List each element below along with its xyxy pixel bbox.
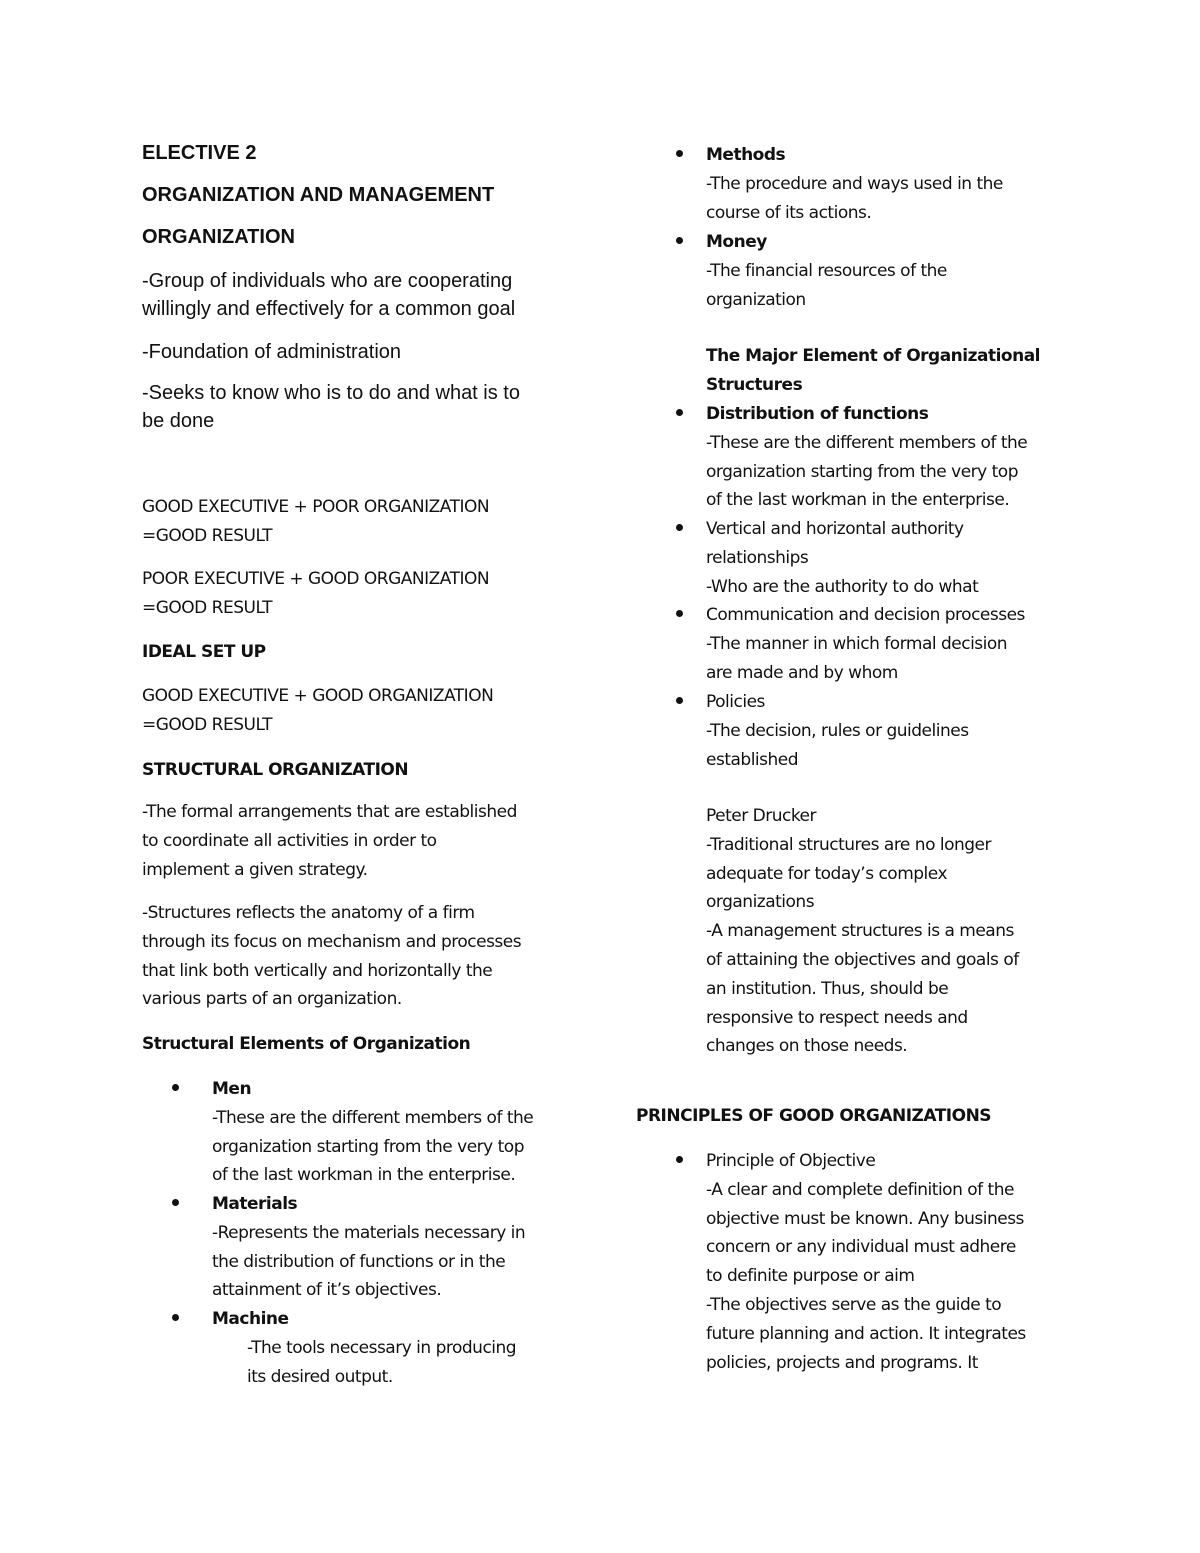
formula-1 — [142, 493, 489, 551]
text-line: established — [706, 749, 799, 770]
text-line: changes on those needs. — [706, 1036, 908, 1057]
list-item-label: Men — [212, 1079, 252, 1099]
bullet-icon — [172, 1199, 179, 1206]
structural-organization-heading: STRUCTURAL ORGANIZATION — [142, 760, 409, 780]
text-line: Structures — [706, 374, 803, 395]
text-line: are made and by whom — [706, 662, 898, 683]
bullet-icon — [172, 1084, 179, 1091]
text-line: the distribution of functions or in the — [212, 1251, 506, 1272]
text-line: -The financial resources of the — [706, 260, 947, 281]
list-item-label: Vertical and horizontal authority — [706, 519, 964, 539]
text-line: organization starting from the very top — [212, 1136, 524, 1157]
text-line: through its focus on mechanism and processes — [142, 931, 522, 952]
formula-3 — [142, 682, 493, 740]
text-line: adequate for today’s complex — [706, 863, 947, 884]
text-line: =GOOD RESULT — [142, 525, 272, 546]
text-line: relationships — [706, 547, 809, 568]
text-line: of the last workman in the enterprise. — [706, 490, 1010, 511]
text-line: The Major Element of Organizational — [706, 346, 1041, 366]
text-line: -Group of individuals who are cooperating — [142, 270, 513, 292]
text-line: policies, projects and programs. It — [706, 1352, 978, 1373]
text-line: -The objectives serve as the guide to — [706, 1294, 1002, 1315]
bullet-icon — [676, 150, 683, 157]
structural-paragraph-1 — [142, 798, 517, 884]
structural-elements-heading: Structural Elements of Organization — [142, 1034, 471, 1054]
text-line: various parts of an organization. — [142, 989, 402, 1010]
bullet-icon — [676, 697, 683, 704]
list-item-label: Principle of Objective — [706, 1151, 876, 1171]
text-line: -Traditional structures are no longer — [706, 834, 992, 855]
list-item-label: Methods — [706, 145, 786, 165]
seeks-paragraph — [142, 379, 520, 435]
text-line: that link both vertically and horizontally the — [142, 960, 493, 981]
author-name: Peter Drucker — [706, 806, 817, 826]
text-line: responsive to respect needs and — [706, 1007, 968, 1028]
text-line: GOOD EXECUTIVE + POOR ORGANIZATION — [142, 497, 490, 517]
text-line: willingly and effectively for a common goal — [142, 298, 516, 320]
text-line: future planning and action. It integrates — [706, 1323, 1026, 1344]
list-item-label: Distribution of functions — [706, 404, 929, 424]
text-line: -These are the different members of the — [706, 432, 1028, 453]
text-line: =GOOD RESULT — [142, 714, 272, 735]
text-line: organization — [706, 289, 806, 310]
text-line: objective must be known. Any business — [706, 1208, 1024, 1229]
text-line: its desired output. — [247, 1366, 393, 1387]
text-line: organization starting from the very top — [706, 461, 1018, 482]
text-line: -The manner in which formal decision — [706, 633, 1008, 654]
bullet-icon — [676, 237, 683, 244]
bullet-icon — [676, 409, 683, 416]
structural-paragraph-2 — [142, 899, 521, 1014]
text-line: to definite purpose or aim — [706, 1266, 915, 1287]
list-item-label: Policies — [706, 692, 765, 712]
bullet-icon — [676, 524, 683, 531]
text-line: -Structures reflects the anatomy of a firm — [142, 903, 475, 923]
list-item-label: Money — [706, 232, 767, 252]
bullet-icon — [676, 610, 683, 617]
foundation-line: -Foundation of administration — [142, 341, 402, 363]
text-line: an institution. Thus, should be — [706, 978, 949, 999]
text-line: -The tools necessary in producing — [247, 1337, 517, 1358]
text-line: -Represents the materials necessary in — [212, 1222, 526, 1243]
text-line: course of its actions. — [706, 202, 872, 223]
organization-definition — [142, 267, 515, 323]
text-line: -These are the different members of the — [212, 1107, 534, 1128]
document-subtitle: ORGANIZATION AND MANAGEMENT — [142, 184, 495, 206]
text-line: -Seeks to know who is to do and what is to — [142, 382, 520, 404]
list-item-label: Machine — [212, 1309, 289, 1329]
text-line: -The procedure and ways used in the — [706, 173, 1003, 194]
text-line: POOR EXECUTIVE + GOOD ORGANIZATION — [142, 569, 490, 589]
document-title: ELECTIVE 2 — [142, 142, 257, 164]
text-line: attainment of it’s objectives. — [212, 1280, 442, 1301]
text-line: -The decision, rules or guidelines — [706, 720, 969, 741]
list-item-label: Materials — [212, 1194, 298, 1214]
major-element-heading — [706, 342, 1040, 400]
text-line: organizations — [706, 892, 815, 913]
list-item-label: Communication and decision processes — [706, 605, 1025, 625]
text-line: to coordinate all activities in order to — [142, 830, 437, 851]
formula-2 — [142, 565, 489, 623]
text-line: of the last workman in the enterprise. — [212, 1165, 516, 1186]
principles-heading: PRINCIPLES OF GOOD ORGANIZATIONS — [636, 1106, 992, 1126]
text-line: -Who are the authority to do what — [706, 576, 979, 597]
bullet-icon — [172, 1314, 179, 1321]
text-line: =GOOD RESULT — [142, 597, 272, 618]
text-line: GOOD EXECUTIVE + GOOD ORGANIZATION — [142, 686, 494, 706]
ideal-setup-heading: IDEAL SET UP — [142, 642, 266, 662]
text-line: of attaining the objectives and goals of — [706, 949, 1019, 970]
text-line: -The formal arrangements that are established — [142, 802, 517, 822]
organization-heading: ORGANIZATION — [142, 226, 295, 248]
text-line: -A management structures is a means — [706, 921, 1014, 942]
text-line: implement a given strategy. — [142, 859, 368, 880]
text-line: -A clear and complete definition of the — [706, 1179, 1014, 1200]
bullet-icon — [676, 1156, 683, 1163]
text-line: be done — [142, 410, 215, 432]
text-line: concern or any individual must adhere — [706, 1237, 1016, 1258]
drucker-section — [706, 802, 1019, 1061]
